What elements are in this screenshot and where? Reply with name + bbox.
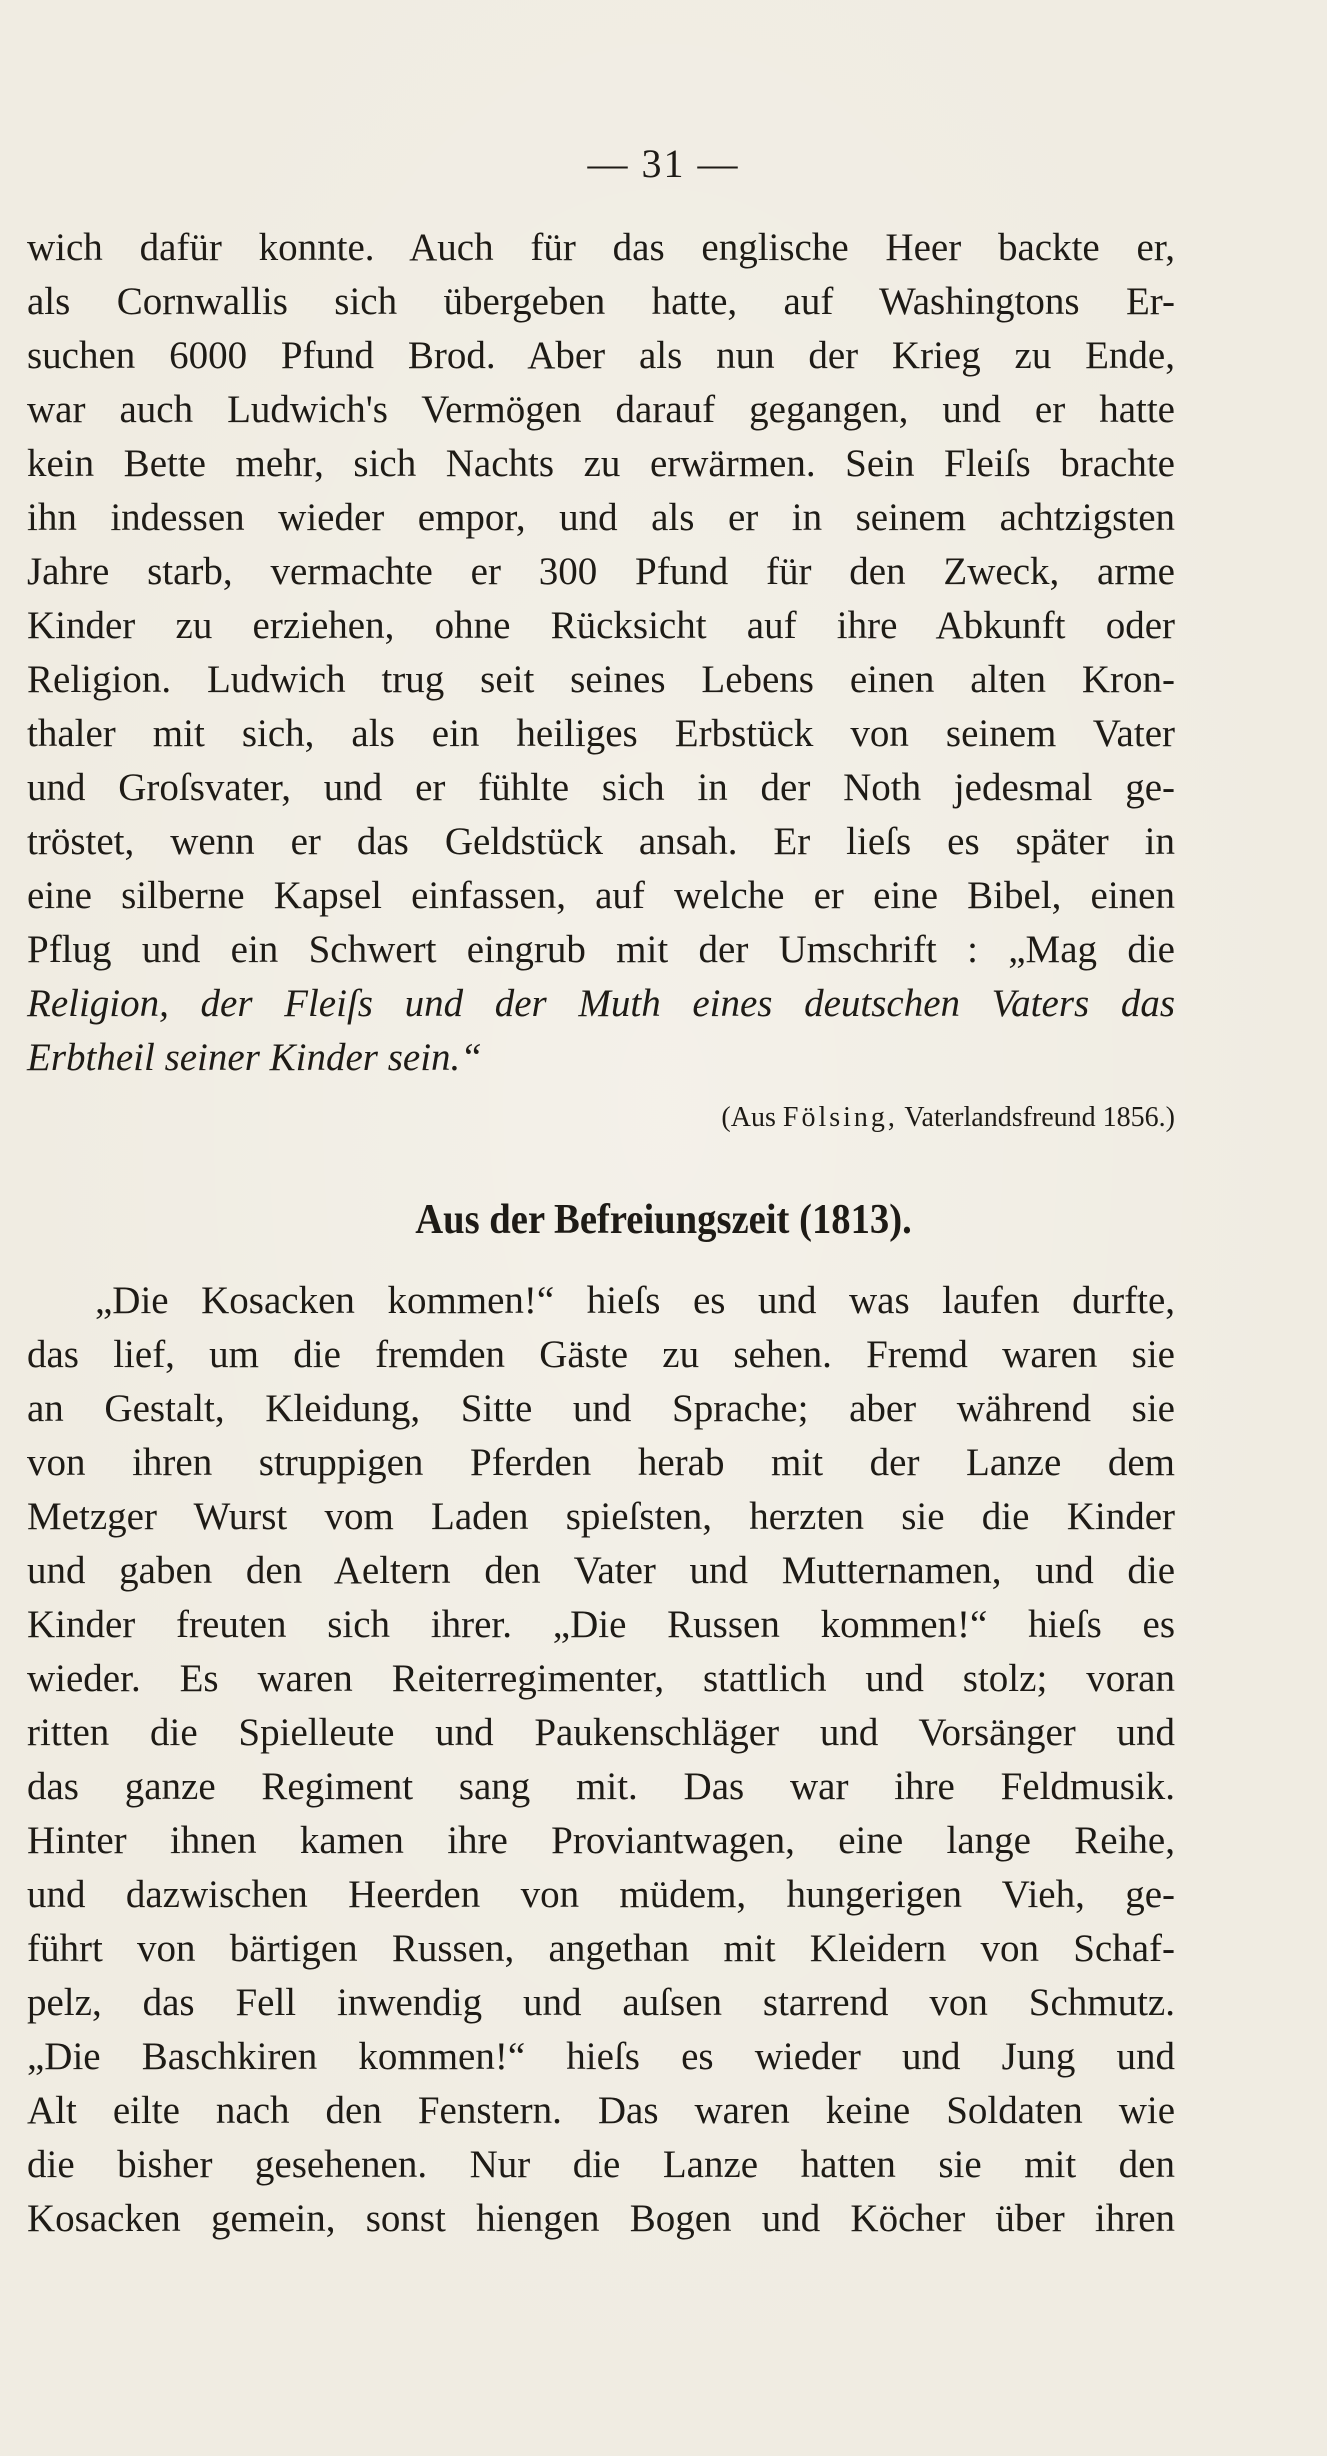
text-line: wich dafür konnte. Auch für das englische Heer backte er, [27, 226, 1175, 269]
text-line: das lief, um die fremden Gäste zu sehen. Fremd waren sie [27, 1333, 1175, 1376]
text-line: kein Bette mehr, sich Nachts zu erwärmen. Sein Fleiſs brachte [27, 442, 1175, 485]
text-line: und dazwischen Heerden von müdem, hungerigen Vieh, ge- [27, 1873, 1175, 1916]
text-line: führt von bärtigen Russen, angethan mit Kleidern von Schaf- [27, 1927, 1175, 1970]
text-line-italic: Religion, der Fleiſs und der Muth eines deutschen Vaters das [27, 982, 1175, 1025]
text-line: wieder. Es waren Reiterregimenter, stattlich und stolz; voran [27, 1657, 1175, 1700]
source-prefix: (Aus [721, 1102, 776, 1133]
text-line: Alt eilte nach den Fenstern. Das waren keine Soldaten wie [27, 2089, 1175, 2132]
text-line: ihn indessen wieder empor, und als er in seinem achtzigsten [27, 496, 1175, 539]
text-line: Jahre starb, vermachte er 300 Pfund für den Zweck, arme [27, 550, 1175, 593]
text-line: die bisher gesehenen. Nur die Lanze hatten sie mit den [27, 2143, 1175, 2186]
text-line: Hinter ihnen kamen ihre Proviantwagen, eine lange Reihe, [27, 1819, 1175, 1862]
text-line: Kosacken gemein, sonst hiengen Bogen und Köcher über ihren [27, 2197, 1175, 2240]
text-line: Religion. Ludwich trug seit seines Lebens einen alten Kron- [27, 658, 1175, 701]
text-line: Kinder zu erziehen, ohne Rücksicht auf ihre Abkunft oder [27, 604, 1175, 647]
text-line: pelz, das Fell inwendig und auſsen starrend von Schmutz. [27, 1981, 1175, 2024]
section-heading: Aus der Befreiungszeit (1813). [415, 1197, 912, 1243]
text-line: von ihren struppigen Pferden herab mit der Lanze dem [27, 1441, 1175, 1484]
text-line: Metzger Wurst vom Laden spieſsten, herzten sie die Kinder [27, 1495, 1175, 1538]
source-title: Vaterlandsfreund 1856.) [904, 1102, 1175, 1133]
source-citation [721, 1098, 1175, 1138]
text-line: eine silberne Kapsel einfassen, auf welche er eine Bibel, einen [27, 874, 1175, 917]
text-line: als Cornwallis sich übergeben hatte, auf Washingtons Er- [27, 280, 1175, 323]
text-line: an Gestalt, Kleidung, Sitte und Sprache; aber während sie [27, 1387, 1175, 1430]
page-number: — 31 — [587, 141, 740, 186]
text-line: Kinder freuten sich ihrer. „Die Russen kommen!“ hieſs es [27, 1603, 1175, 1646]
text-line: Pflug und ein Schwert eingrub mit der Umschrift : „Mag die [27, 928, 1175, 971]
source-author: Fölsing, [782, 1102, 898, 1133]
text-line: das ganze Regiment sang mit. Das war ihre Feldmusik. [27, 1765, 1175, 1808]
text-line-italic: Erbtheil seiner Kinder sein.“ [27, 1036, 482, 1079]
text-line: ritten die Spielleute und Paukenschläger und Vorsänger und [27, 1711, 1175, 1754]
text-line: und gaben den Aeltern den Vater und Mutternamen, und die [27, 1549, 1175, 1592]
text-line: und Groſsvater, und er fühlte sich in der Noth jedesmal ge- [27, 766, 1175, 809]
text-line: „Die Kosacken kommen!“ hieſs es und was laufen durfte, [95, 1279, 1175, 1322]
text-line: thaler mit sich, als ein heiliges Erbstück von seinem Vater [27, 712, 1175, 755]
text-line: „Die Baschkiren kommen!“ hieſs es wieder und Jung und [27, 2035, 1175, 2078]
text-line: tröstet, wenn er das Geldstück ansah. Er lieſs es später in [27, 820, 1175, 863]
text-line: suchen 6000 Pfund Brod. Aber als nun der Krieg zu Ende, [27, 334, 1175, 377]
text-line: war auch Ludwich's Vermögen darauf gegangen, und er hatte [27, 388, 1175, 431]
